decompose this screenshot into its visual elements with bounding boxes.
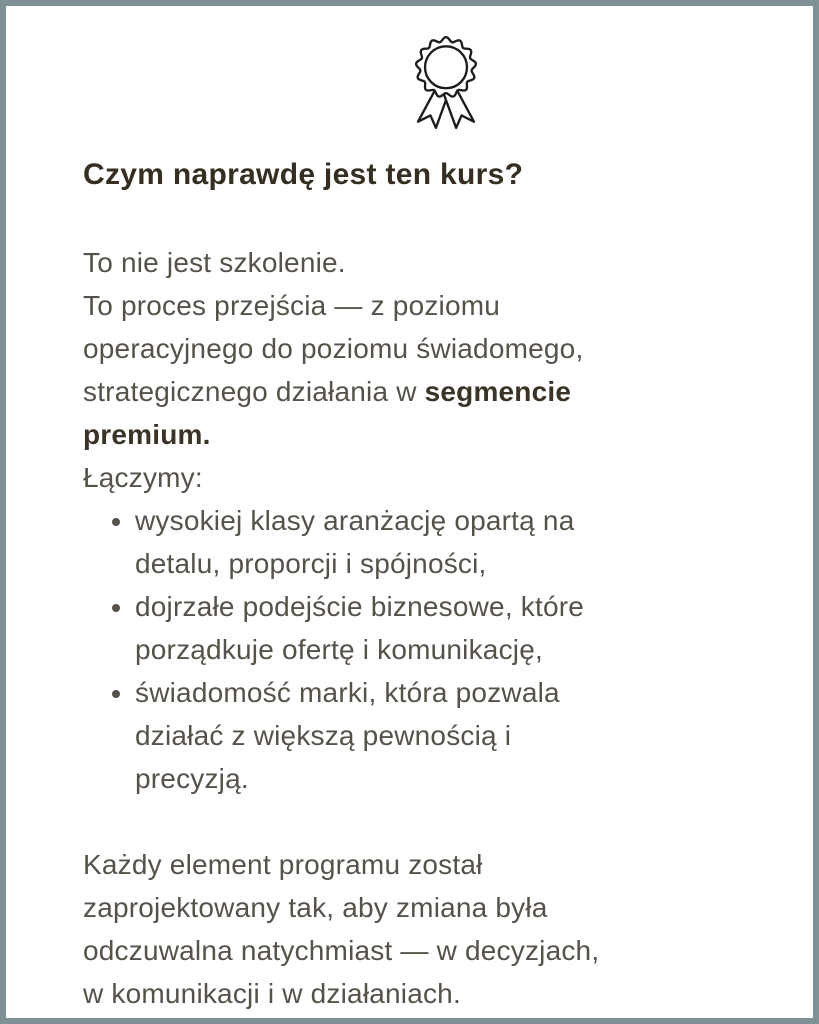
icon-container [101,30,791,136]
list-item-line: • wysokiej klasy aranżację opartą na [135,505,575,536]
intro-line-bold: segmencie [424,376,572,407]
intro-line: To proces przejścia — z poziomu [83,290,501,321]
intro-line-bold: premium. [83,419,211,450]
list-item-line: detalu, proporcji i spójności, [135,548,487,579]
award-rosette-icon [407,30,485,131]
list-item-line: • dojrzałe podejście biznesowe, które [135,591,585,622]
closing-line: w komunikacji i w działaniach. [83,978,461,1009]
closing-line: odczuwalna natychmiast — w decyzjach, [83,935,600,966]
intro-line: operacyjnego do poziomu świadomego, [83,333,584,364]
list-item [135,671,773,800]
intro-line [83,413,773,456]
bullet-list [83,499,773,800]
list-item [135,499,773,585]
intro-paragraph [83,241,773,499]
content-card [6,6,813,1018]
list-item-line: działać z większą pewnością i [135,720,512,751]
intro-line [83,370,773,413]
closing-paragraph [83,843,773,1015]
page-title: Czym naprawdę jest ten kurs? [83,158,524,191]
closing-line: Każdy element programu został [83,849,483,880]
intro-line-regular: strategicznego działania w [83,376,425,407]
list-item-line: precyzją. [135,763,249,794]
list-item [135,585,773,671]
intro-line: To nie jest szkolenie. [83,247,346,278]
list-item-line: • świadomość marki, która pozwala [135,677,560,708]
list-item-line: porządkuje ofertę i komunikację, [135,634,543,665]
award-rosette-paths [416,37,476,128]
closing-line: zaprojektowany tak, aby zmiana była [83,892,548,923]
intro-line: Łączymy: [83,462,203,493]
